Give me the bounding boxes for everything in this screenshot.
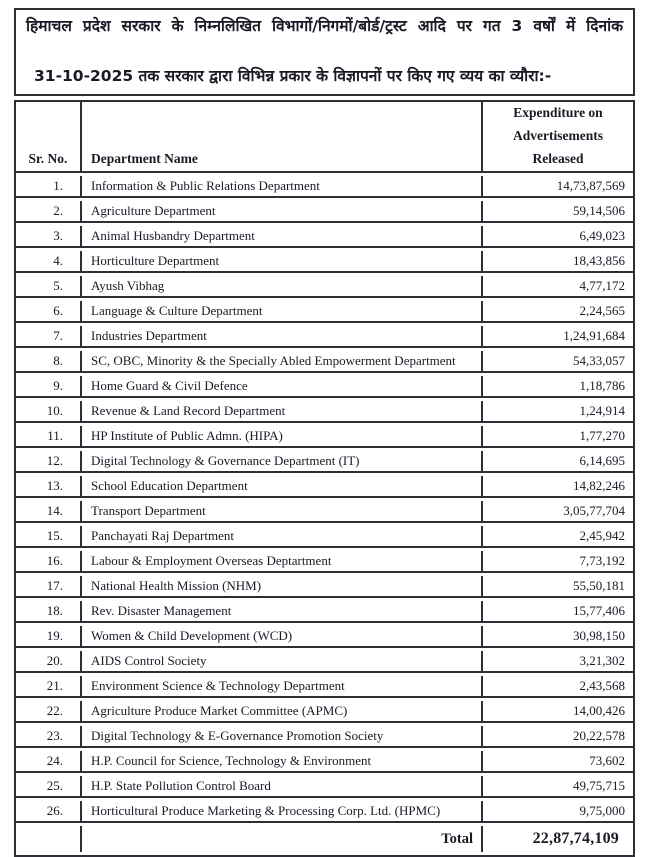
row-sr-no: 21.: [16, 676, 80, 698]
table-row: [16, 751, 633, 773]
document-title-box: [14, 8, 635, 96]
table-row: [16, 501, 633, 523]
column-header-sr-no: Sr. No.: [16, 102, 80, 173]
row-department: Revenue & Land Record Department: [80, 401, 481, 423]
title-line-2: 31-10-2025 तक सरकार द्वारा विभिन्न प्रकार के विज्ञापनों पर किए गए व्यय का व्यौरा:-: [34, 67, 552, 85]
row-amount: 20,22,578: [481, 726, 633, 748]
row-sr-no: 10.: [16, 401, 80, 423]
row-amount: 49,75,715: [481, 776, 633, 798]
table-row: [16, 476, 633, 498]
table-row: [16, 201, 633, 223]
table-row: [16, 601, 633, 623]
table-row: [16, 376, 633, 398]
row-department: Language & Culture Department: [80, 301, 481, 323]
table-row: [16, 326, 633, 348]
column-header-expenditure: [481, 102, 633, 173]
expenditure-table: [16, 99, 633, 855]
table-row: [16, 726, 633, 748]
row-amount: 4,77,172: [481, 276, 633, 298]
row-sr-no: 14.: [16, 501, 80, 523]
row-sr-no: 1.: [16, 176, 80, 198]
row-sr-no: 26.: [16, 801, 80, 823]
row-department: Digital Technology & Governance Department (IT): [80, 451, 481, 473]
row-sr-no: 23.: [16, 726, 80, 748]
expenditure-header-line-3: Released: [532, 151, 584, 166]
table-row: [16, 526, 633, 548]
table-row: [16, 551, 633, 573]
table-row: [16, 301, 633, 323]
row-amount: 6,49,023: [481, 226, 633, 248]
row-department: Panchayati Raj Department: [80, 526, 481, 548]
table-row: [16, 451, 633, 473]
row-sr-no: 3.: [16, 226, 80, 248]
total-label: Total: [80, 826, 481, 852]
row-sr-no: 24.: [16, 751, 80, 773]
row-sr-no: 22.: [16, 701, 80, 723]
row-sr-no: 6.: [16, 301, 80, 323]
row-amount: 14,82,246: [481, 476, 633, 498]
row-sr-no: 25.: [16, 776, 80, 798]
row-sr-no: 13.: [16, 476, 80, 498]
row-amount: 55,50,181: [481, 576, 633, 598]
row-department: Women & Child Development (WCD): [80, 626, 481, 648]
title-line-1: हिमाचल प्रदेश सरकार के निम्नलिखित विभागों/निगमों/बोर्ड/ट्रस्ट आदि पर गत 3 वर्षों में दिनांक: [26, 17, 623, 35]
expenditure-header-line-1: Expenditure on: [513, 105, 603, 120]
table-row: [16, 801, 633, 823]
table-row: [16, 626, 633, 648]
row-sr-no: 8.: [16, 351, 80, 373]
row-department: Animal Husbandry Department: [80, 226, 481, 248]
row-amount: 1,24,91,684: [481, 326, 633, 348]
row-amount: 18,43,856: [481, 251, 633, 273]
table-row: [16, 401, 633, 423]
row-sr-no: 17.: [16, 576, 80, 598]
row-amount: 30,98,150: [481, 626, 633, 648]
row-amount: 59,14,506: [481, 201, 633, 223]
row-department: Transport Department: [80, 501, 481, 523]
row-sr-no: 20.: [16, 651, 80, 673]
table-row: [16, 351, 633, 373]
row-sr-no: 2.: [16, 201, 80, 223]
row-amount: 14,00,426: [481, 701, 633, 723]
row-amount: 2,43,568: [481, 676, 633, 698]
row-department: Digital Technology & E-Governance Promotion Society: [80, 726, 481, 748]
row-amount: 2,24,565: [481, 301, 633, 323]
expenditure-table-frame: [14, 100, 635, 857]
row-department: Industries Department: [80, 326, 481, 348]
row-department: Horticultural Produce Marketing & Processing Corp. Ltd. (HPMC): [80, 801, 481, 823]
row-amount: 9,75,000: [481, 801, 633, 823]
row-department: Labour & Employment Overseas Deptartment: [80, 551, 481, 573]
row-amount: 15,77,406: [481, 601, 633, 623]
row-amount: 54,33,057: [481, 351, 633, 373]
row-amount: 1,24,914: [481, 401, 633, 423]
row-sr-no: 5.: [16, 276, 80, 298]
row-department: Information & Public Relations Department: [80, 176, 481, 198]
row-department: SC, OBC, Minority & the Specially Abled Empowerment Department: [80, 351, 481, 373]
row-department: National Health Mission (NHM): [80, 576, 481, 598]
row-amount: 73,602: [481, 751, 633, 773]
total-sr-cell: [16, 826, 80, 852]
total-amount: 22,87,74,109: [481, 826, 633, 852]
row-amount: 2,45,942: [481, 526, 633, 548]
table-row: [16, 776, 633, 798]
row-sr-no: 15.: [16, 526, 80, 548]
row-department: HP Institute of Public Admn. (HIPA): [80, 426, 481, 448]
row-department: Ayush Vibhag: [80, 276, 481, 298]
expenditure-header-line-2: Advertisements: [513, 128, 603, 143]
row-department: Horticulture Department: [80, 251, 481, 273]
row-amount: 6,14,695: [481, 451, 633, 473]
table-row: [16, 226, 633, 248]
row-sr-no: 7.: [16, 326, 80, 348]
table-header-row: [16, 102, 633, 173]
row-amount: 7,73,192: [481, 551, 633, 573]
row-department: AIDS Control Society: [80, 651, 481, 673]
row-sr-no: 18.: [16, 601, 80, 623]
table-row: [16, 176, 633, 198]
row-department: School Education Department: [80, 476, 481, 498]
table-body: [16, 176, 633, 823]
column-header-department: Department Name: [80, 102, 481, 173]
row-sr-no: 4.: [16, 251, 80, 273]
row-department: Home Guard & Civil Defence: [80, 376, 481, 398]
row-department: H.P. State Pollution Control Board: [80, 776, 481, 798]
table-row: [16, 701, 633, 723]
table-row: [16, 251, 633, 273]
row-sr-no: 9.: [16, 376, 80, 398]
row-amount: 3,21,302: [481, 651, 633, 673]
table-row: [16, 276, 633, 298]
row-amount: 1,77,270: [481, 426, 633, 448]
row-department: Environment Science & Technology Department: [80, 676, 481, 698]
row-sr-no: 19.: [16, 626, 80, 648]
row-department: Agriculture Produce Market Committee (APMC): [80, 701, 481, 723]
row-department: Rev. Disaster Management: [80, 601, 481, 623]
total-row: [16, 826, 633, 852]
table-row: [16, 651, 633, 673]
table-row: [16, 576, 633, 598]
row-department: Agriculture Department: [80, 201, 481, 223]
table-row: [16, 676, 633, 698]
row-department: H.P. Council for Science, Technology & Environment: [80, 751, 481, 773]
row-sr-no: 16.: [16, 551, 80, 573]
table-row: [16, 426, 633, 448]
row-amount: 3,05,77,704: [481, 501, 633, 523]
row-amount: 1,18,786: [481, 376, 633, 398]
row-sr-no: 11.: [16, 426, 80, 448]
row-sr-no: 12.: [16, 451, 80, 473]
row-amount: 14,73,87,569: [481, 176, 633, 198]
